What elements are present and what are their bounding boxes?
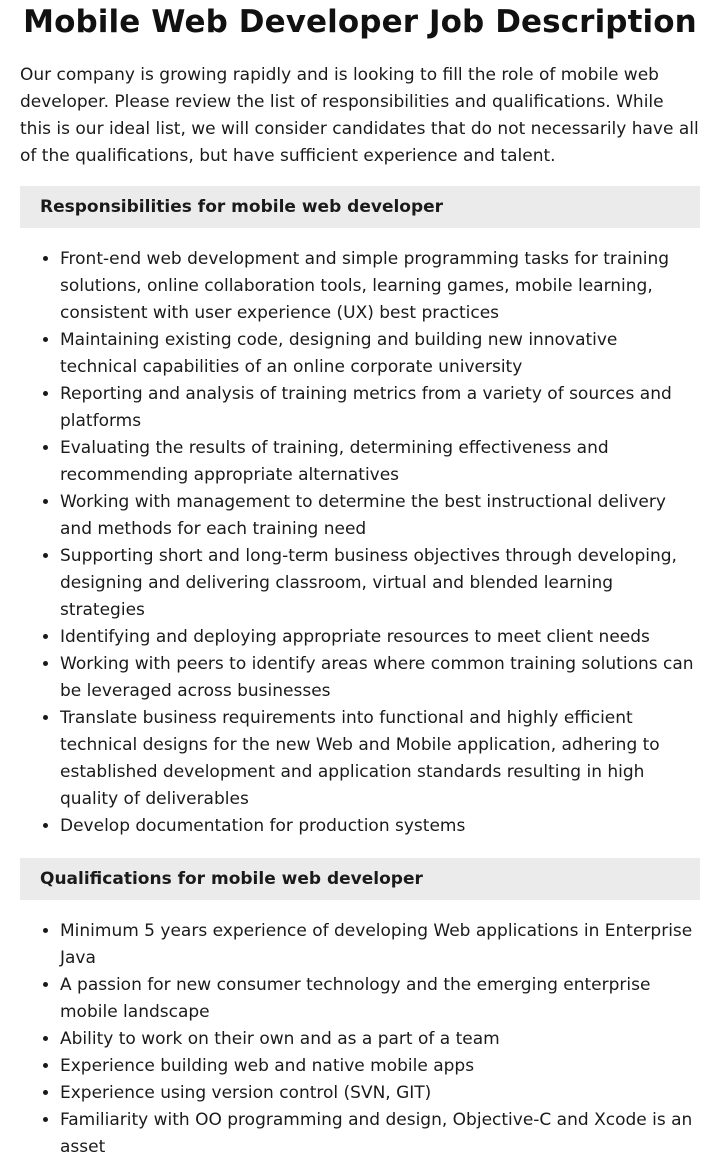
page-title: Mobile Web Developer Job Description (23, 4, 697, 40)
responsibilities-list (20, 246, 700, 840)
qualifications-list (20, 918, 700, 1161)
list-item: • Working with peers to identify areas where common training solutions can be leveraged across businesses (60, 651, 700, 705)
list-item: • Familiarity with OO programming and design, Objective-C and Xcode is an asset (60, 1107, 700, 1161)
list-item: • Experience using version control (SVN, GIT) (60, 1080, 700, 1107)
list-item: • A passion for new consumer technology and the emerging enterprise mobile landscape (60, 972, 700, 1026)
list-item: • Identifying and deploying appropriate resources to meet client needs (60, 624, 700, 651)
list-item: • Evaluating the results of training, determining effectiveness and recommending appropriate alternatives (60, 435, 700, 489)
list-item: • Minimum 5 years experience of developing Web applications in Enterprise Java (60, 918, 700, 972)
list-item: • Front-end web development and simple programming tasks for training solutions, online collaboration tools, learning games, mobile learning, consistent with user experience (UX) best practices (60, 246, 700, 327)
list-item: • Develop documentation for production systems (60, 813, 700, 840)
qualifications-heading: Qualifications for mobile web developer (20, 858, 700, 900)
list-item: • Ability to work on their own and as a part of a team (60, 1026, 700, 1053)
responsibilities-heading: Responsibilities for mobile web developer (20, 186, 700, 228)
list-item: • Reporting and analysis of training metrics from a variety of sources and platforms (60, 381, 700, 435)
list-item: • Supporting short and long-term business objectives through developing, designing and delivering classroom, virtual and blended learning strategies (60, 543, 700, 624)
list-item: • Translate business requirements into functional and highly efficient technical designs for the new Web and Mobile application, adhering to established development and application standards resulting in high quality of deliverables (60, 705, 700, 813)
list-item: • Working with management to determine the best instructional delivery and methods for each training need (60, 489, 700, 543)
intro-paragraph: Our company is growing rapidly and is looking to fill the role of mobile web developer. Please review the list of responsibilities and qualifications. While this is our ideal list, we will consider candidates that do not necessarily have all of the qualifications, but have sufficient experience and talent. (20, 65, 699, 166)
list-item: • Maintaining existing code, designing and building new innovative technical capabilities of an online corporate university (60, 327, 700, 381)
list-item: • Experience building web and native mobile apps (60, 1053, 700, 1080)
